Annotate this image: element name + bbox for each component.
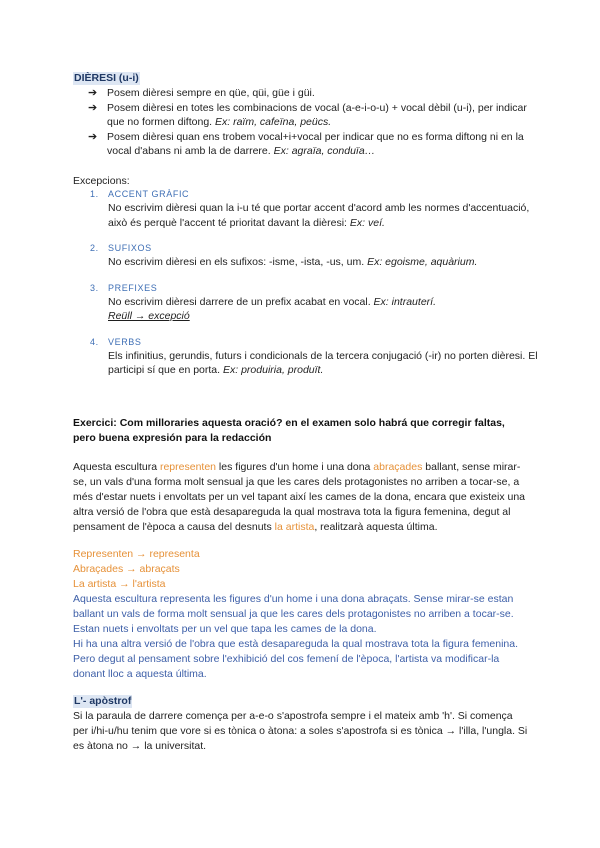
dieresi-rules xyxy=(88,86,538,159)
exception-label: VERBS xyxy=(108,336,142,347)
exception-text: No escrivim dièresi quan la i-u té que portar accent d'acord amb les normes d'accentuació, això és perquè l'accent té prioritat davant la dièresi: xyxy=(108,202,530,229)
rule-item xyxy=(88,86,538,101)
exception-text: No escrivim dièresi darrere de un prefix acabat en vocal. xyxy=(108,295,371,308)
error-highlight: representen xyxy=(159,461,217,473)
exercise-title: Exercici: Com milloraries aquesta oració? en el examen solo habrá que corregir faltas, pero buena expresión para la redacción xyxy=(73,417,505,444)
exception-number: 3. xyxy=(90,282,99,293)
rule-item xyxy=(88,130,538,159)
correction-item: La artista → l'artista xyxy=(73,578,166,590)
rewrite-paragraph xyxy=(73,592,529,682)
exception-item xyxy=(90,188,540,230)
exception-label: SUFIXOS xyxy=(108,243,152,253)
exception-label: ACCENT GRÀFIC xyxy=(108,189,190,199)
error-highlight: abraçades xyxy=(373,461,423,473)
apostrof-title: L'- apòstrof xyxy=(74,695,132,707)
exercise-original-sentence: Aquesta escultura representen les figures d'un home i una dona abraçades ballant, sense mirar-se, un vals d'una forma molt sensual ja que les cares dels protagonistes no arriben a tocar-se, a més d'estar nuets i envoltats per un vel tapant així les cames de la dona, encara que existeix una altra versió de l'obra que està desapareguda la qual mostrava tota la figura femenina, degut al pensament de l'època a causa del desnuts la artista, realitzarà aquesta última. xyxy=(73,461,526,533)
rule-text: Posem dièresi sempre en qüe, qüi, güe i güi. xyxy=(107,87,315,99)
correction-item: Representen → representa xyxy=(73,548,200,560)
exceptions-list xyxy=(90,188,540,390)
rule-text: Posem dièresi en totes les combinacions de vocal (a-e-i-o-u) + vocal dèbil (u-i), per indicar que no formen diftong. Ex: raïm, cafeïna, peücs. xyxy=(107,101,527,128)
exception-item xyxy=(90,242,540,270)
arrow-icon: ➔ xyxy=(88,130,98,143)
rewrite-part: Aquesta escultura representa les figures d'un home i una dona abraçats. Sense mirar-se estan ballant un vals de forma molt sensual ja que les cares dels protagonistes no arriben a tocar-se. Estan nuets i envoltats per un vel que tapa les cames de la dona. xyxy=(73,593,514,635)
exception-text: Els infinitius, gerundis, futurs i condicionals de la tercera conjugació (-ir) no porten dièresi. El participi sí que en porta. xyxy=(108,349,538,376)
exception-number: 1. xyxy=(90,189,99,199)
correction-item: Abraçades → abraçats xyxy=(73,563,180,575)
rule-text: Posem dièresi quan ens trobem vocal+i+vocal per indicar que no es forma diftong ni en la vocal d'abans ni amb la de darrere. Ex: agraïa, conduïa… xyxy=(107,130,524,157)
exception-example: Ex: intrauterí. xyxy=(373,295,436,308)
arrow-icon: ➔ xyxy=(88,87,98,99)
exception-example: Ex: veí. xyxy=(349,216,385,229)
rule-example: Ex: agraïa, conduïa… xyxy=(273,145,376,157)
apostrof-text: Si la paraula de darrere comença per a-e-o s'apostrofa sempre i el mateix amb 'h'. Si comença per i/hi-u/hu tenim que vore si es tònica o àtona: a soles s'apostrofa si es tònica → l'illa, l'ungla. Si es àtona no → la universitat. xyxy=(73,710,528,752)
exception-text: No escrivim dièresi en els sufixos: -isme, -ista, -us, um. xyxy=(108,256,365,268)
arrow-icon: ➔ xyxy=(88,101,98,114)
exception-example: Ex: produiria, produït. xyxy=(223,364,324,376)
exception-number: 2. xyxy=(90,243,99,253)
exception-item xyxy=(90,282,540,324)
rule-example: Ex: raïm, cafeïna, peücs. xyxy=(215,116,332,128)
error-highlight: la artista xyxy=(274,521,315,533)
exceptions-heading: Excepcions: xyxy=(73,175,130,187)
exception-note: Reüll → excepció xyxy=(108,310,190,322)
exception-example: Ex: egoisme, aquàrium. xyxy=(367,256,478,268)
dieresi-title: DIÈRESI (u-i) xyxy=(74,72,139,84)
exception-item xyxy=(90,336,540,378)
rule-item xyxy=(88,101,538,130)
rewrite-part: Hi ha una altra versió de l'obra que està desapareguda la qual mostrava tota la figura femenina. Pero degut al pensament sobre l'exhibició del cos femení de l'època, l'artista va modificar-la donant lloc a aquesta última. xyxy=(73,638,519,680)
corrections-list xyxy=(73,547,529,592)
exception-label: PREFIXES xyxy=(108,282,158,293)
exception-number: 4. xyxy=(90,336,99,347)
